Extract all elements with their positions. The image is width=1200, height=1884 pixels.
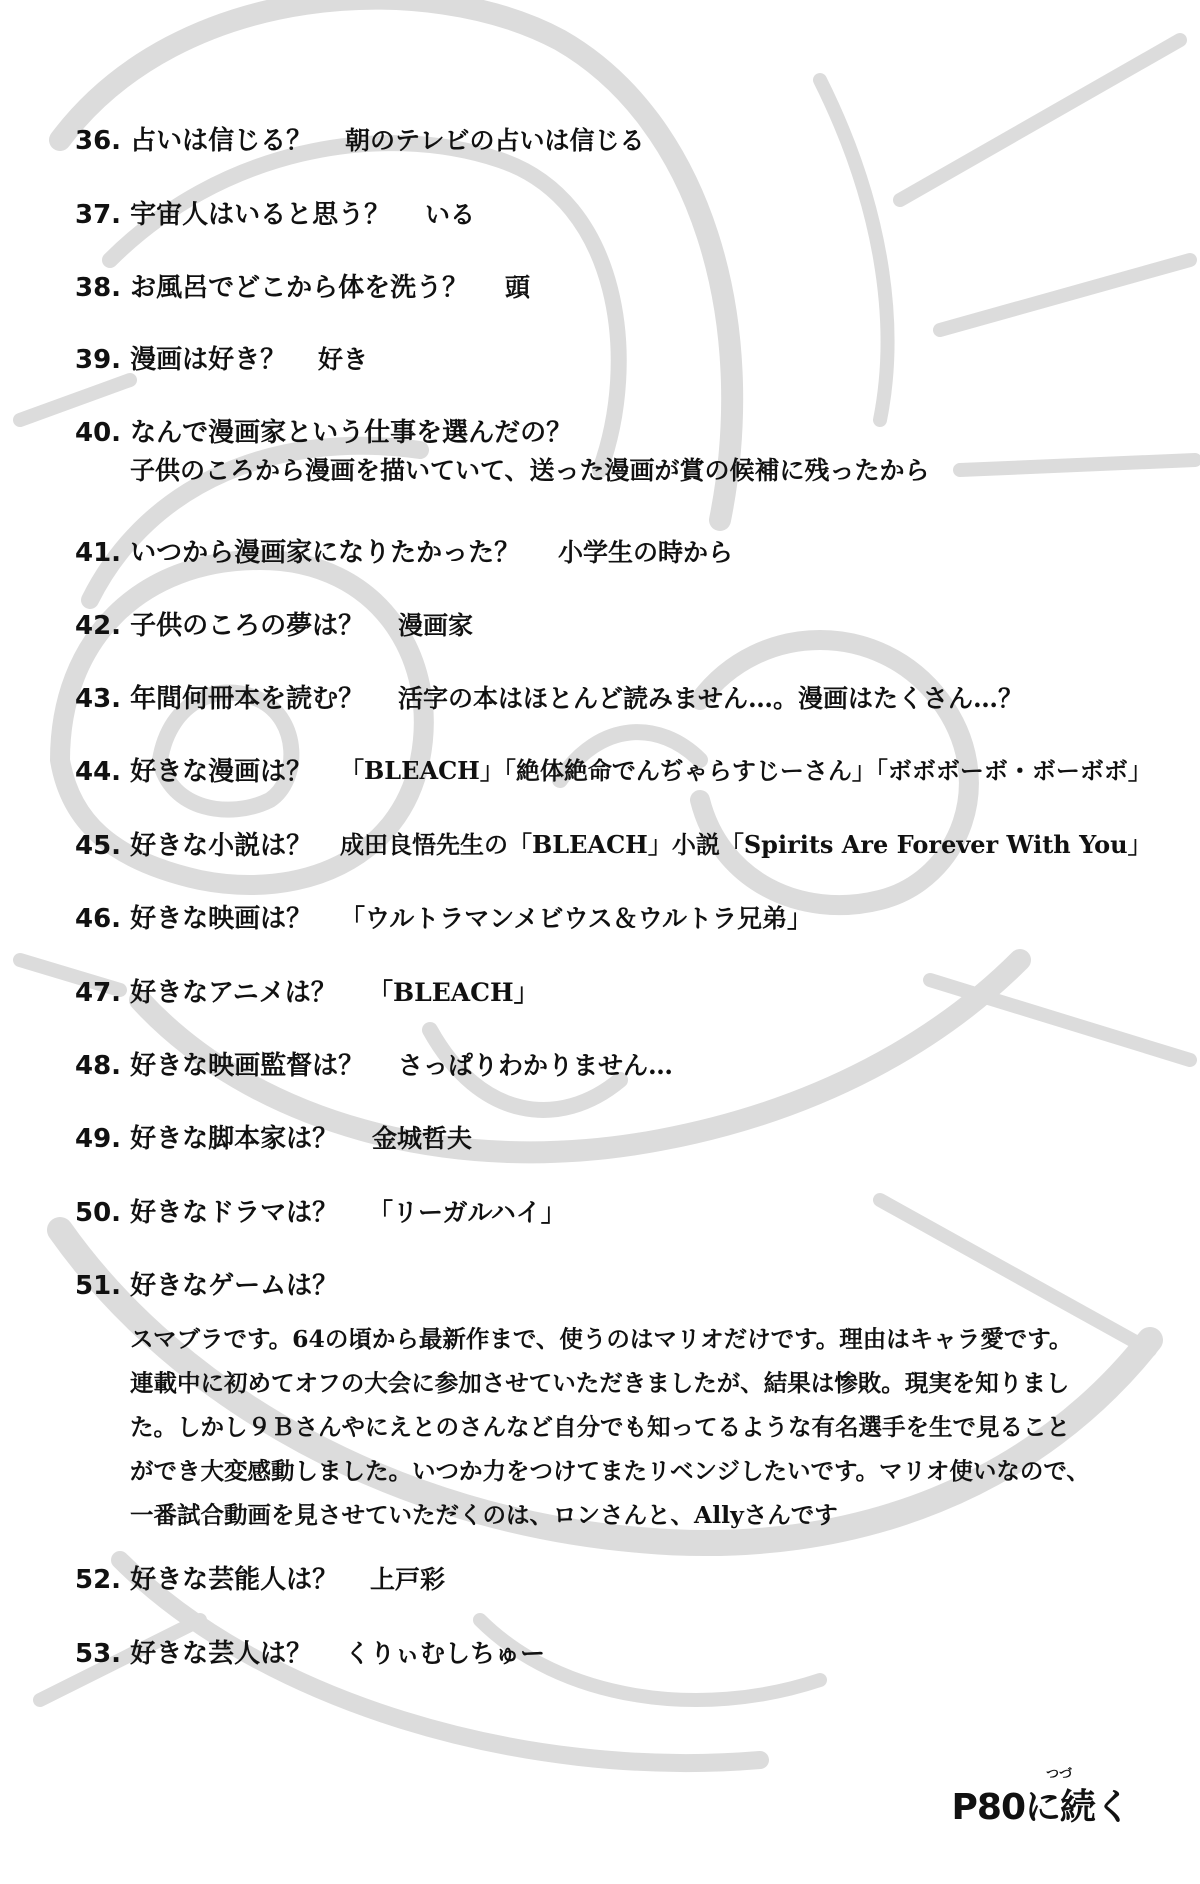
question-38: 38. お風呂でどこから体を洗う？ [75, 273, 469, 303]
question-53: 53. 好きな芸人は？ [75, 1639, 313, 1669]
answer-51-line: た。しかし９Ｂさんやにえとのさんなど自分でも知ってるような有名選手を生で見ること [130, 1413, 1070, 1441]
answer-49: 金城哲夫 [372, 1124, 473, 1153]
answer-38: 頭 [505, 273, 531, 302]
question-36: 36. 占いは信じる？ [75, 126, 313, 156]
question-48: 48. 好きな映画監督は？ [75, 1051, 365, 1081]
answer-42: 漫画家 [398, 611, 474, 640]
answer-44: 「BLEACH」「絶体絶命でんぢゃらすじーさん」「ボボボーボ・ボーボボ」 [340, 756, 1152, 785]
answer-48: さっぱりわかりません… [398, 1051, 674, 1080]
answer-51-line: ができ大変感動しました。いつか力をつけてまたリベンジしたいです。マリオ使いなので、 [130, 1457, 1090, 1485]
question-41: 41. いつから漫画家になりたかった？ [75, 538, 521, 568]
question-45: 45. 好きな小説は？ [75, 831, 313, 861]
answer-51-line: 連載中に初めてオフの大会に参加させていただきましたが、結果は惨敗。現実を知りまし [130, 1369, 1070, 1397]
question-47: 47. 好きなアニメは？ [75, 978, 337, 1008]
answer-46: 「ウルトラマンメビウス＆ウルトラ兄弟」 [340, 904, 813, 933]
question-43: 43. 年間何冊本を読む？ [75, 684, 365, 714]
question-52: 52. 好きな芸能人は？ [75, 1565, 339, 1595]
answer-47: 「BLEACH」 [368, 978, 539, 1007]
answer-53: くりぃむしちゅー [345, 1639, 546, 1668]
answer-43: 活字の本はほとんど読みません…。漫画はたくさん…？ [398, 684, 1024, 713]
question-51: 51. 好きなゲームは？ [75, 1271, 339, 1301]
continued-ruby: つづ [1045, 1767, 1072, 1782]
question-40: 40. なんで漫画家という仕事を選んだの？ [75, 418, 573, 448]
answer-36: 朝のテレビの占いは信じる [345, 126, 645, 155]
answer-51-paragraph [130, 1317, 1140, 1537]
question-49: 49. 好きな脚本家は？ [75, 1124, 339, 1154]
question-42: 42. 子供のころの夢は？ [75, 611, 365, 641]
question-37: 37. 宇宙人はいると思う？ [75, 200, 391, 230]
continued-on-page-label [951, 1767, 1130, 1828]
answer-51-line: スマブラです。64の頃から最新作まで、使うのはマリオだけです。理由はキャラ愛です。 [130, 1325, 1073, 1353]
continued-text: P80に続く [951, 1787, 1130, 1828]
answer-45: 成田良悟先生の「BLEACH」小説「Spirits Are Forever With You」 [340, 830, 1152, 859]
answer-39: 好き [318, 345, 369, 374]
answer-40: 子供のころから漫画を描いていて、送った漫画が賞の候補に残ったから [130, 456, 930, 485]
answer-51-line: 一番試合動画を見させていただくのは、ロンさんと、Allyさんです [130, 1501, 838, 1529]
question-39: 39. 漫画は好き？ [75, 345, 287, 375]
answer-50: 「リーガルハイ」 [368, 1198, 566, 1227]
question-44: 44. 好きな漫画は？ [75, 757, 313, 787]
question-46: 46. 好きな映画は？ [75, 904, 313, 934]
answer-37: いる [425, 200, 476, 229]
question-50: 50. 好きなドラマは？ [75, 1198, 339, 1228]
answer-52: 上戸彩 [370, 1565, 446, 1594]
answer-41: 小学生の時から [558, 538, 734, 567]
